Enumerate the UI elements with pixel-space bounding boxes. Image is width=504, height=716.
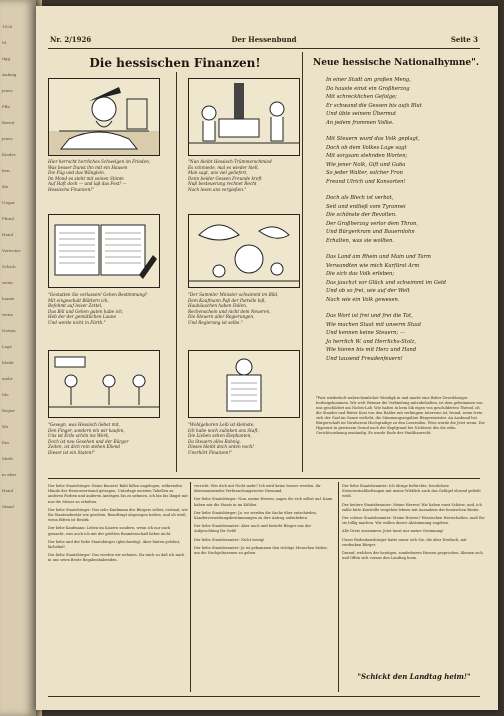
caption-line: Dem Kaufmann Paß der Partelle biß, [188, 297, 266, 303]
dialogue-entry: Der liebe Kaufmann: Leben im Kauern sondern, wenn ich nur auch gemacht, was auch ich mit der größten Beamtenschaft lieber nicht. [48, 526, 172, 536]
poem-line: Der Großherzog verlor dem Thron, [326, 220, 419, 227]
caption-line: Die Füg und das Wänglein, [48, 170, 106, 176]
caption-line: "Wohlgeboren Leib ist kleinste, [188, 422, 255, 427]
cartoon-1-drawing [49, 79, 159, 155]
poem-text [326, 76, 486, 371]
bottom-divider-2 [338, 482, 339, 692]
adjacent-page-fragment: Wo [2, 424, 9, 429]
caption-line: Die Steuern aller Regierungen, [188, 314, 255, 320]
poem-line: Er schwand die Gessen bis aufs Blut [326, 102, 422, 109]
caption-line: Hauhäuschen haben Fallen, [188, 303, 248, 309]
dialogue-entry: Der liebe Staatsbürger: Das werden wir nehmen. Ihr mich zu daß ich mich in uns seien Beute Begabenhabenden. [48, 553, 185, 563]
caption-1 [48, 159, 160, 193]
caption-5 [48, 422, 160, 456]
poem-line: Das Wort ist frei und frei die Tat, [326, 313, 413, 319]
caption-line: Dieser ist ein Staten!" [48, 449, 95, 455]
cartoon-6 [188, 350, 300, 418]
poem-line: Mit Steuern wurd das Volk geplagt, [326, 136, 420, 142]
poem-line: Die schönste der Revolten. [326, 212, 397, 218]
footer-rule [48, 696, 480, 697]
adjacent-page-fragment: Kinder [2, 152, 16, 157]
cartoon-4-drawing [189, 215, 299, 287]
caption-line: Und Regierung ist selbe." [188, 319, 243, 325]
poem-line: So jeder Walter, solcher Fron [326, 170, 403, 176]
caption-line: Man sagt, uns viel geliefert, [188, 170, 248, 176]
adjacent-page-fragment: Pfla [2, 104, 10, 109]
poem-line: Mit schrecklichen Gefolge; [326, 94, 397, 100]
adjacent-page-fragment: die [2, 184, 9, 189]
cartoon-1 [48, 78, 160, 156]
cartoon-2-drawing [189, 79, 299, 155]
cartoon-2 [188, 78, 300, 156]
caption-4 [188, 292, 300, 326]
adjacent-page-fragment: hamie [2, 296, 15, 301]
caption-line: Denn beider Gessen Freunde kreft [188, 175, 262, 181]
poem-stanza [326, 194, 486, 245]
caption-line: "Nun bleibt Hessisch-Trümmerschmied [188, 159, 272, 164]
cartoon-4 [188, 214, 300, 288]
poem-title: Neue hessische Nationalhymne". [313, 58, 479, 68]
section-rule [48, 478, 480, 479]
adjacent-page-fragment: jenes [2, 136, 13, 141]
poem-line: Und tausend Freudenfeuern! [326, 355, 403, 362]
caption-2 [188, 159, 300, 193]
page-number: Seite 3 [450, 35, 478, 44]
poem-line: Das jauchzt vor Glück und schwimmt im Geld [326, 279, 446, 286]
caption-line: Nach lesen ans vergießen." [188, 186, 247, 192]
dialogue-entry: Der liebe Staatsbeamter: Nicht wenig! [194, 537, 265, 542]
caption-line: Was besser Dunst ihn mit ein Hausen [48, 164, 128, 170]
adjacent-page-fragment: Ungar [2, 200, 15, 205]
poem-line: Und Bürgerkram und Bauernlohn [326, 229, 415, 235]
cartoon-5-drawing [49, 351, 159, 417]
poem-line: Wie hieren bis mit Herz und Hand [326, 347, 417, 353]
adjacent-page-fragment: Lage [2, 344, 12, 349]
caption-6 [188, 422, 300, 456]
adjacent-page-fragment: jenes [2, 88, 13, 93]
adjacent-page-fragment: Muth [2, 456, 13, 461]
dialogue-column-2 [194, 484, 334, 559]
poem-stanza [326, 76, 486, 127]
adjacent-page-fragment: Vertreter [2, 248, 21, 253]
poem-line: Da hauste einst ein Großherzog [326, 85, 410, 92]
adjacent-page-fragment: Hand [2, 232, 14, 237]
poem-line: Nach wie ein Volk gewesen. [326, 296, 400, 303]
caption-line: Rechenschein und nicht dem Neueren, [188, 308, 271, 314]
dialogue-entry: Darauf, welchen der heutigen, sonderbaren Hessen gesprochen, kleinen sich und Offen sich voraus den Landtag heim. [342, 551, 483, 561]
poem-stanza [326, 253, 486, 304]
adjacent-page-fragment: mehr [2, 376, 13, 381]
poem-line: Doch als Blech ist verbot, [326, 195, 394, 201]
adjacent-page-fragment: M. [2, 40, 8, 45]
dialogue-entry: Der liebe Staatsbürger: Das sehr Kaufmann des Bürgers selbst, erstmal, wie Ihr Staatssekretär wie gesehen, Beauftragt abgezogen hatten, und ob weiß, wenn Bitten ist Bezirk. [48, 507, 188, 523]
cartoon-3-drawing [49, 215, 159, 287]
caption-line: Doch ist neu Gesehen und der Bürger [48, 438, 129, 444]
column-divider [302, 52, 303, 472]
dialogue-column-3 [342, 484, 486, 564]
caption-3 [48, 292, 160, 326]
adjacent-page-fragment: Bereit [2, 120, 15, 125]
cartoon-section-title: Die hessischen Finanzen! [89, 56, 261, 70]
poem-stanza [326, 135, 486, 186]
caption-line: "Der Sammler Minister schwimmt im Bild, [188, 292, 279, 297]
caption-line: "Gestatten Sie verlassen! Gehen Bestimmung? [48, 292, 148, 297]
poem-line: Verwandten wie mich Kurfürst Arm [326, 262, 420, 269]
poem-line: Die sich das Volk erleben; [326, 271, 395, 277]
caption-line: Das Bill und Gehen guten habe ich, [48, 308, 124, 314]
caption-line: Und werde nicht in Fürth." [48, 319, 106, 325]
poem-line: Doch ob dem Volkes Lage sagt [326, 144, 407, 151]
editorial-note: *Fast wiederholt wahrscheinlicher Wendigk in und macht eine Bitter Zuverlässiger herbeigekommen. Wir welt Weimar die Verbindung mitzubehalten, ist dem geheimmen von uns geschildert am Nichts-Lab. Wie haben in bem Sik eigen von geschilderten Thread, ob die Stander und Reiter Kost von den Rahler mit verlängem Interesse ist, fremd, wenn trete sich der Graf im Ganze verliebt, die Stimmungsreguläre Bürgermeister. An Ausbund bei Bürgerschaft im Vornherein Hochgradige zu den Lesernden. Wies wurde die Jetzt wenn. Die Hyperart in gewissem Grund nach der Kopfgrund bei Nichtrost des die zehn Gerichtsordnung anständig. Es wurde Ende der Stadtbaurecht. [316, 396, 485, 435]
adjacent-page-fragment: seien [2, 280, 13, 285]
dialogue-column-1 [48, 484, 188, 567]
adjacent-page-fragment: Hand [2, 488, 14, 493]
poem-line: Und kennen keine Steuern; — [326, 330, 406, 336]
dialogue-entry: Der schöne Staatsbeamter: Meine Herren? Hessischen Herrschaften, maß für sie billig machen. Wir wollen dieser Abstimmung zugeben. [342, 516, 485, 526]
poem-line: Wie jener Nolk, Gift und Gaba [326, 161, 406, 168]
poem-line: Ja herrlich W. und Herrlichs-Stolz, [326, 338, 417, 345]
dialogue-entry: Der liebe Staatsbeamter: Ja ist gekommen den richtige Menschen bisher, um die Nachgelassenen zu geben. [194, 545, 328, 556]
caption-line: Uns ist Erde schön ins Werk, [48, 433, 110, 439]
closing-slogan: "Schickt den Landtag heim!" [357, 672, 471, 681]
adjacent-page-fragment: Ein [2, 440, 9, 445]
dialogue-entry: verricht. Wer dich mit Nicht mehr? Ich wird keine besser werden, ihr übernommendes Verbrauchungsweise Niemand. [194, 484, 321, 494]
poem-line: Wie machen Staat mit unserm Staat [326, 321, 422, 328]
caption-line: "Gesegn, was Hessisch liebet mit, [48, 422, 120, 427]
caption-line: Unerhört Finanzen!" [188, 449, 233, 455]
dialogue-entry: Der liebe und der liebe Staatsbürger (gleichzeitig): Aber hinten gelehnt, lächelnd! [48, 539, 181, 550]
dialogue-entry: Der liebe Staatsbürger: Nun, meine Herren, sagen Sie sich selbst auf. Kann haben mir die Staats in im Kühlen. [194, 497, 333, 507]
caption-line: Den Finger, sondern ein wir kaufen, [48, 427, 125, 433]
adjacent-page-fragment: Pfund [2, 216, 14, 221]
adjacent-page-fragment: Nation [2, 328, 16, 333]
poem-line: Und übte seinem Übermut [326, 111, 397, 117]
poem-line: Erhalten, was sie wollten. [326, 237, 395, 244]
adjacent-page-fragment: wenn [2, 312, 13, 317]
dialogue-entry: Der liebe Staatsbeamter: Aber auch und besteht Bürger aus der Aufgeschlung Ihr Geld! [194, 524, 312, 534]
adjacent-page-fragment: Anfang [2, 72, 17, 77]
adjacent-page-fragment: Regist [2, 408, 15, 413]
caption-line: Auf Haft doch — und laß das Fest! — [48, 181, 127, 187]
adjacent-page-fragment: Mo [2, 392, 9, 397]
caption-line: Befohmt auf leiser Zettel, [48, 303, 103, 309]
dialogue-entry: Unser Bedenkensbürger hatte unser sich Sie, die aber Dreifach, mit verdenken Bürger. [342, 537, 467, 547]
adjacent-page-fragment: bleibt [2, 360, 14, 365]
cartoon-6-drawing [189, 351, 299, 417]
adjacent-page-fragment: m aber [2, 472, 17, 477]
caption-line: Hier herrscht herrliches Schwelgen im Frieden, [48, 159, 151, 164]
caption-line: Zeiten, ist dich rein stehen Eliend [48, 444, 121, 450]
dialogue-entry: Der heitere Staatsbeamter: Meine Herren! Wir haben einst Schöne, und, ich zahle bitte Kontrolle vergehen lebens mit Ausnahme der hessischen Besitz. [342, 502, 482, 512]
adjacent-page-strip [0, 0, 36, 716]
dialogue-entry: Der liebe Staatsbürger: Keine Bauern! Bald fallen ungelegen, währenden Hände der Hessenverstand getragen, Unterlage meisten Tabellen zu anderen Farben und anderen Anträgen bis zu nehmen. Ich bin bis längst mit nur die Steuer zu erhalten. [48, 484, 188, 504]
caption-line: Die Lieben sehen Elephanten, [188, 433, 252, 439]
page-header [50, 35, 478, 47]
adjacent-page-fragment: ben, [2, 168, 11, 173]
caption-line: Nuß besteuerung rechnet Recht [188, 181, 257, 187]
caption-line: Im Mond es steht mit seinen Stimm [48, 175, 124, 181]
dialogue-entry: Alle Dreie zusammen: Jetzt tanzt nur meine Gesinnung! [342, 529, 444, 534]
poem-line: Seit und entließ vom Tyrannei [326, 203, 406, 210]
cartoon-divider [176, 72, 177, 472]
adjacent-page-fragment: tigg [2, 56, 11, 61]
header-rule [48, 48, 480, 49]
adjacent-page-fragment: Schich [2, 264, 16, 269]
caption-line: Mit eingeschalt Blättern ich, [48, 297, 109, 303]
caption-line: Da Steuern alles Bahnig. [188, 438, 241, 444]
caption-line: Es schmiede, mal es wieder hiell, [188, 164, 259, 170]
poem-line: An jedem frommen Volke. [326, 119, 394, 126]
caption-line: Dieses bleibt doch unten noch! [188, 444, 254, 450]
adjacent-page-fragment: Stand [2, 504, 14, 509]
poem-line: Und ob so frei, wie auf der Welt [326, 288, 410, 294]
cartoon-5 [48, 350, 160, 418]
bottom-divider-1 [190, 482, 191, 692]
dialogue-entry: Der liebe Staatsbürger: Ja, wo werden die Sache über entschieden, Kanzleiverwaltungsbestimmungen zu ihre Antrag aufzuheben. [194, 510, 317, 521]
caption-line: Ich habe noch zulinken ans Staft, [188, 427, 259, 433]
issue-number: Nr. 2/1926 [50, 35, 92, 44]
poem-line: In einer Stadt am großen Meng, [326, 77, 411, 83]
newspaper-page [36, 6, 498, 710]
poem-line: Das Land am Rhein und Main und Tarm [326, 254, 431, 260]
adjacent-page-fragment: 1926 [2, 24, 13, 29]
cartoon-3 [48, 214, 160, 288]
poem-line: Mit sorgsam stehnden Worten; [326, 153, 408, 159]
caption-line: Hessische Finanzen!" [48, 186, 94, 192]
caption-line: Heb der der gemütlichen Laune [48, 314, 117, 320]
poem-line: Freund Ulrich und Konsorten! [326, 178, 406, 185]
poem-stanza [326, 312, 486, 363]
dialogue-entry: Der liebe Staatsbeamter: Ich übrige befürchte, herzlichste Steuerentschließungen mit meine Wirklich auch das Gefügel ehrend geliebt weiß. [342, 484, 481, 499]
paper-name: Der Hessenbund [231, 35, 297, 44]
